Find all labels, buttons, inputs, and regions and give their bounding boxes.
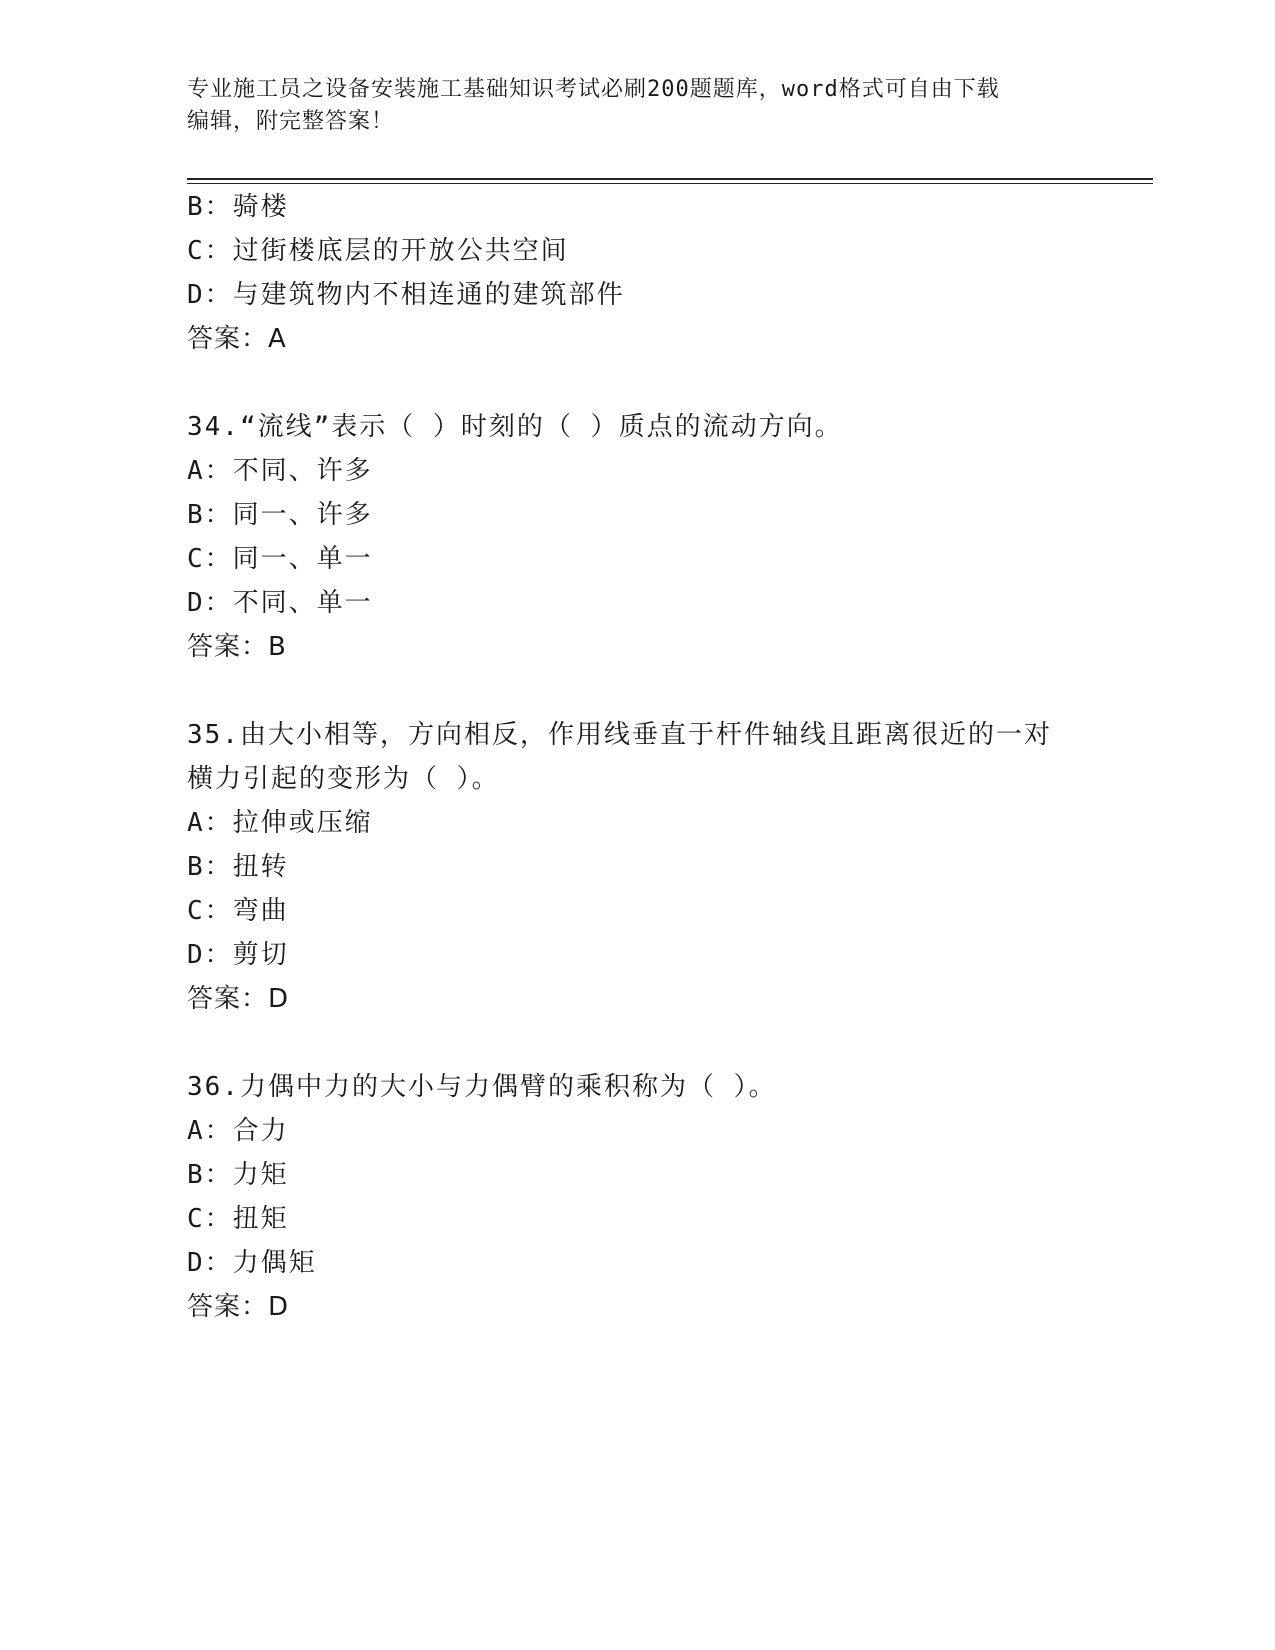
- question-36-answer: 答案：D: [187, 1292, 290, 1322]
- question-34-answer: 答案：B: [187, 632, 287, 662]
- prev-option-c: C：过街楼底层的开放公共空间: [187, 236, 569, 266]
- question-35-option-a: A：拉伸或压缩: [187, 808, 373, 838]
- header-divider-thick: [187, 178, 1153, 180]
- question-36-option-a: A：合力: [187, 1116, 289, 1146]
- question-35-option-c: C：弯曲: [187, 896, 289, 926]
- question-34-option-c: C：同一、单一: [187, 544, 373, 574]
- question-35-option-b: B：扭转: [187, 852, 289, 882]
- question-35-stem-line-1: 35.由大小相等，方向相反，作用线垂直于杆件轴线且距离很近的一对: [187, 720, 1052, 750]
- prev-option-d: D：与建筑物内不相连通的建筑部件: [187, 280, 625, 310]
- question-35-stem-line-2: 横力引起的变形为（ ）。: [187, 764, 500, 794]
- header-line-2: 编辑，附完整答案！: [187, 109, 395, 134]
- header-line-1: 专业施工员之设备安装施工基础知识考试必刷200题题库，word格式可自由下载: [187, 77, 1000, 102]
- question-34-option-b: B：同一、许多: [187, 500, 373, 530]
- question-34-option-d: D：不同、单一: [187, 588, 373, 618]
- prev-option-b: B：骑楼: [187, 192, 289, 222]
- question-34-stem: 34.“流线”表示（ ）时刻的（ ）质点的流动方向。: [187, 412, 843, 442]
- question-36-stem: 36.力偶中力的大小与力偶臂的乘积称为（ ）。: [187, 1072, 777, 1102]
- prev-answer: 答案：A: [187, 324, 287, 354]
- question-36-option-b: B：力矩: [187, 1160, 289, 1190]
- question-35-option-d: D：剪切: [187, 940, 289, 970]
- header-divider-thin: [187, 183, 1153, 184]
- question-36-option-d: D：力偶矩: [187, 1248, 317, 1278]
- question-35-answer: 答案：D: [187, 984, 290, 1014]
- document-header: [187, 74, 1087, 138]
- question-36-option-c: C：扭矩: [187, 1204, 289, 1234]
- question-34-option-a: A：不同、许多: [187, 456, 373, 486]
